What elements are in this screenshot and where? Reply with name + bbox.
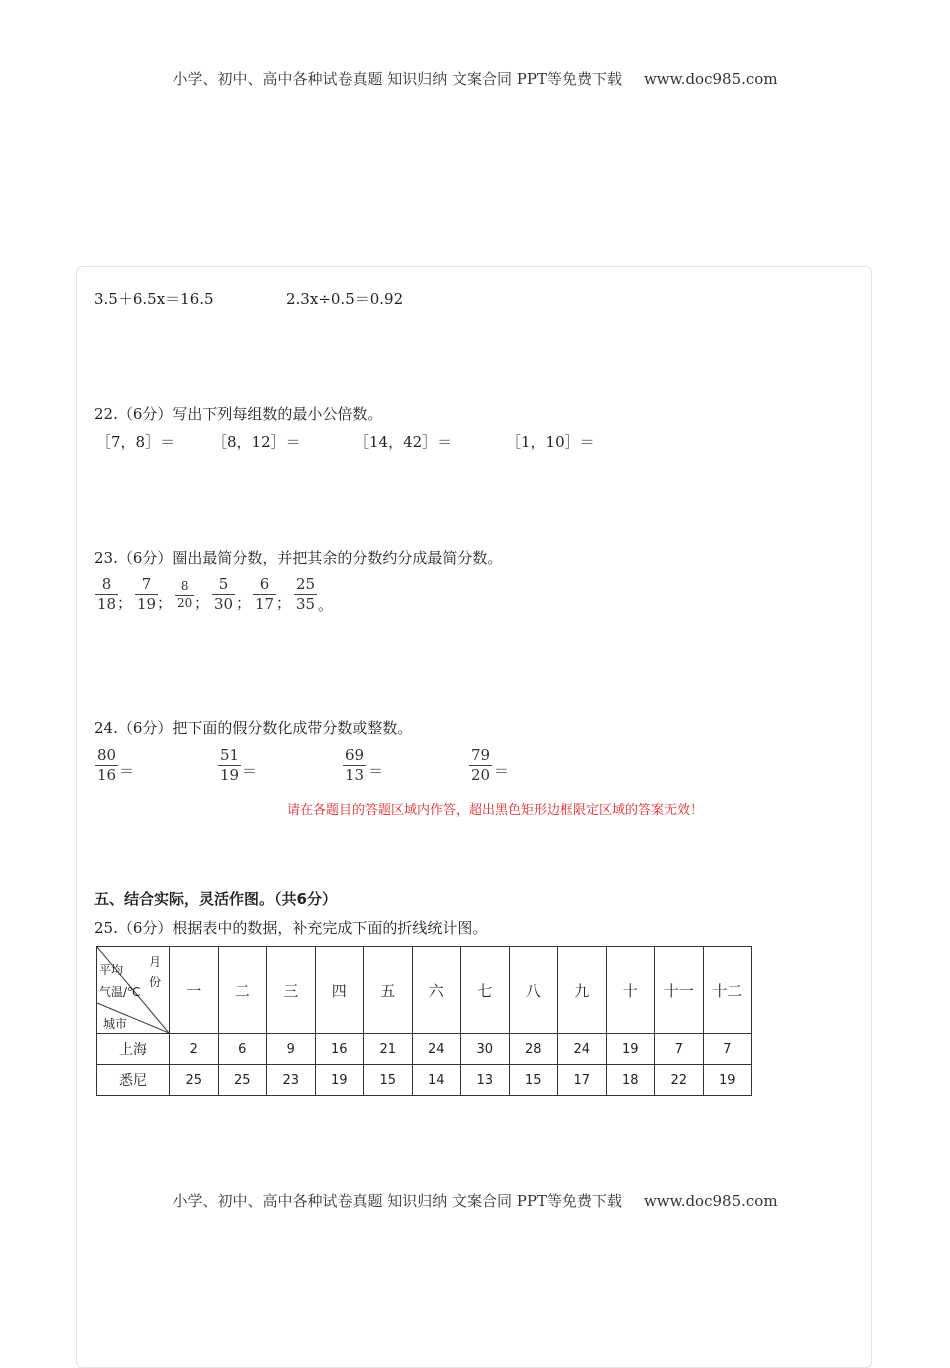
header-text: 小学、初中、高中各种试卷真题 知识归纳 文案合同 PPT等免费下载 [172,70,622,88]
q23-fraction-4 [212,576,235,614]
temperature-cell: 17 [558,1065,607,1096]
q24-fraction-4 [469,747,492,785]
temperature-cell: 19 [606,1034,655,1065]
denominator: 19 [220,766,240,785]
numerator: 25 [296,575,316,593]
q23-end-mark: 。 [318,596,334,614]
denominator: 19 [137,595,157,614]
denominator: 30 [214,595,234,614]
q23-fraction-3 [175,580,194,611]
q23-separator: ； [117,594,133,612]
table-corner-cell [97,947,170,1034]
month-header: 八 [509,947,558,1034]
month-header: 四 [315,947,364,1034]
q23-separator: ； [276,594,292,612]
corner-label-city: 城市 [103,1017,128,1031]
footer-text: 小学、初中、高中各种试卷真题 知识归纳 文案合同 PPT等免费下载 [172,1192,622,1210]
numerator: 80 [97,746,117,764]
header-url[interactable]: www.doc985.com [643,70,778,88]
denominator: 16 [97,766,117,785]
temperature-cell: 14 [412,1065,461,1096]
temperature-cell: 25 [170,1065,219,1096]
temperature-cell: 13 [461,1065,510,1096]
denominator: 13 [345,766,365,785]
q24-title: 24.（6分）把下面的假分数化成带分数或整数。 [94,719,413,737]
temperature-cell: 24 [558,1034,607,1065]
month-header: 七 [461,947,510,1034]
q25-title: 25.（6分）根据表中的数据，补充完成下面的折线统计图。 [94,919,488,937]
denominator: 17 [255,595,275,614]
month-header: 三 [267,947,316,1034]
section-5-title: 五、结合实际，灵活作图。（共6分） [94,890,337,908]
temperature-table [96,946,752,1096]
month-header: 九 [558,947,607,1034]
temperature-cell: 2 [170,1034,219,1065]
table-row-sydney [97,1065,752,1096]
q24-fraction-3 [343,747,366,785]
q23-separator: ； [236,594,252,612]
temperature-cell: 7 [655,1034,704,1065]
temperature-cell: 6 [218,1034,267,1065]
temperature-cell: 30 [461,1034,510,1065]
q23-fraction-6 [294,576,317,614]
temperature-cell: 21 [364,1034,413,1065]
page-footer [0,1190,950,1211]
temperature-cell: 19 [703,1065,752,1096]
numerator: 5 [218,575,229,593]
q23-fraction-1 [95,576,118,614]
footer-url[interactable]: www.doc985.com [643,1192,778,1210]
numerator: 79 [471,746,491,764]
corner-label-month-2: 份 [149,975,162,989]
temperature-cell: 19 [315,1065,364,1096]
denominator: 20 [177,595,193,610]
q24-equals: ＝ [368,762,384,780]
temperature-cell: 7 [703,1034,752,1065]
page-header [0,68,950,89]
denominator: 35 [296,595,316,614]
temperature-cell: 16 [315,1034,364,1065]
temperature-cell: 24 [412,1034,461,1065]
temperature-cell: 9 [267,1034,316,1065]
numerator: 7 [141,575,152,593]
q22-item-4: ［1，10］＝ [506,433,595,451]
q23-separator: ； [157,594,173,612]
denominator: 20 [471,766,491,785]
month-header: 十 [606,947,655,1034]
q22-item-3: ［14，42］＝ [354,433,453,451]
corner-label-avg: 平均 [99,963,124,977]
q24-equals: ＝ [242,762,258,780]
denominator: 18 [97,595,117,614]
numerator: 51 [220,746,240,764]
month-header: 二 [218,947,267,1034]
corner-label-month-1: 月 [149,955,162,969]
q22-item-1: ［7，8］＝ [96,433,176,451]
q24-equals: ＝ [494,762,510,780]
city-label: 上海 [97,1034,170,1065]
month-header: 一 [170,947,219,1034]
q23-fraction-5 [253,576,276,614]
q24-equals: ＝ [119,762,135,780]
q23-fraction-2 [135,576,158,614]
q24-fraction-2 [218,747,241,785]
numerator: 8 [101,575,112,593]
q22-title: 22.（6分）写出下列每组数的最小公倍数。 [94,405,383,423]
temperature-cell: 15 [509,1065,558,1096]
q23-title: 23.（6分）圈出最简分数，并把其余的分数约分成最简分数。 [94,549,503,567]
temperature-cell: 25 [218,1065,267,1096]
month-header: 十二 [703,947,752,1034]
equation-1: 3.5＋6.5x＝16.5 [94,290,214,308]
month-header: 五 [364,947,413,1034]
city-label: 悉尼 [97,1065,170,1096]
month-header: 六 [412,947,461,1034]
numerator: 69 [345,746,365,764]
q23-separator: ； [194,594,210,612]
temperature-cell: 18 [606,1065,655,1096]
temperature-cell: 22 [655,1065,704,1096]
temperature-cell: 23 [267,1065,316,1096]
answer-area-warning: 请在各题目的答题区域内作答，超出黑色矩形边框限定区域的答案无效！ [287,803,704,818]
numerator: 8 [180,579,189,593]
numerator: 6 [259,575,270,593]
month-header: 十一 [655,947,704,1034]
q24-fraction-1 [95,747,118,785]
table-header-row [97,947,752,1034]
equation-2: 2.3x÷0.5＝0.92 [286,290,404,308]
table-row-shanghai [97,1034,752,1065]
q22-item-2: ［8，12］＝ [212,433,301,451]
temperature-cell: 15 [364,1065,413,1096]
corner-label-temp: 气温/℃ [99,985,141,999]
temperature-cell: 28 [509,1034,558,1065]
